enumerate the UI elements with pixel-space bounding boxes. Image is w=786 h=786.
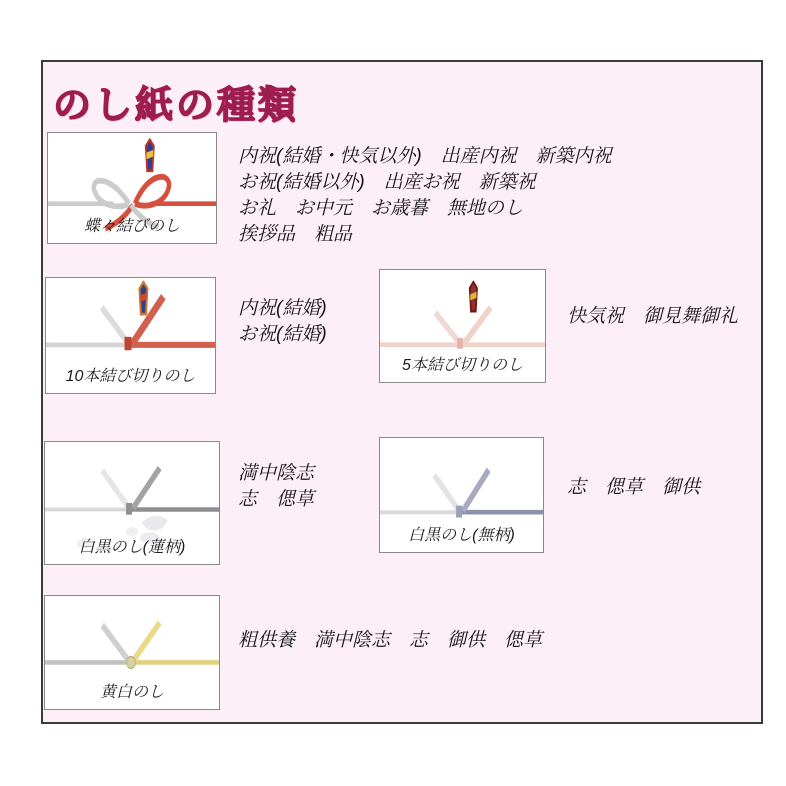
- uses-list-kihaku: [238, 628, 542, 654]
- noshi-card-label: 黄白のし: [99, 684, 164, 701]
- knot-mark: [126, 503, 132, 515]
- uses-list-shirokuro-lotus: [238, 461, 314, 513]
- knot-mark: [125, 337, 132, 350]
- noshi-card-label: 10本結び切りのし: [65, 368, 196, 385]
- noshi-card-shirokuro-lotus: [44, 441, 220, 565]
- knot-mark: [457, 338, 463, 349]
- noshi-types-panel: [41, 60, 763, 724]
- uses-list-shirokuro-plain: [567, 475, 700, 501]
- use-line: 満中陰志: [238, 463, 315, 484]
- use-line: 粗供養 満中陰志 志 御供 偲草: [238, 630, 543, 651]
- noshi-card-shirokuro-plain: [379, 437, 544, 553]
- uses-list-5-musubikiri: [567, 304, 738, 330]
- use-line: 志 偲草: [238, 489, 315, 510]
- noshi-card-label: 5本結び切りのし: [402, 357, 523, 374]
- noshi-card-kihaku: [44, 595, 220, 710]
- noshi-card-chocho-musubi: [47, 132, 217, 244]
- page-title: のし紙の種類: [53, 85, 300, 127]
- uses-list-chocho: [238, 144, 612, 248]
- use-line: お祝(結婚): [238, 324, 327, 345]
- knot-mark: [456, 506, 462, 518]
- use-line: 内祝(結婚): [238, 298, 327, 319]
- uses-list-10-musubikiri: [238, 296, 327, 348]
- noshi-card-label: 白黒のし(蓮柄): [78, 539, 186, 556]
- use-line: お礼 お中元 お歳暮 無地のし: [238, 198, 524, 219]
- noshi-card-10-musubikiri: [45, 277, 216, 394]
- use-line: 志 偲草 御供: [567, 477, 701, 498]
- noshi-abalone-decoration-icon: [470, 282, 477, 311]
- noshi-card-label: 白黒のし(無柄): [408, 527, 515, 544]
- noshi-abalone-decoration-icon: [146, 140, 154, 171]
- noshi-card-label: 蝶々結びのし: [83, 218, 180, 235]
- use-line: お祝(結婚以外) 出産お祝 新築祝: [238, 172, 536, 193]
- use-line: 挨拶品 粗品: [238, 224, 353, 245]
- use-line: 内祝(結婚・快気以外) 出産内祝 新築内祝: [238, 146, 612, 167]
- noshi-abalone-decoration-icon: [139, 282, 147, 314]
- use-line: 快気祝 御見舞御礼: [567, 306, 739, 327]
- noshi-card-5-musubikiri: [379, 269, 546, 383]
- knot-mark: [127, 656, 136, 668]
